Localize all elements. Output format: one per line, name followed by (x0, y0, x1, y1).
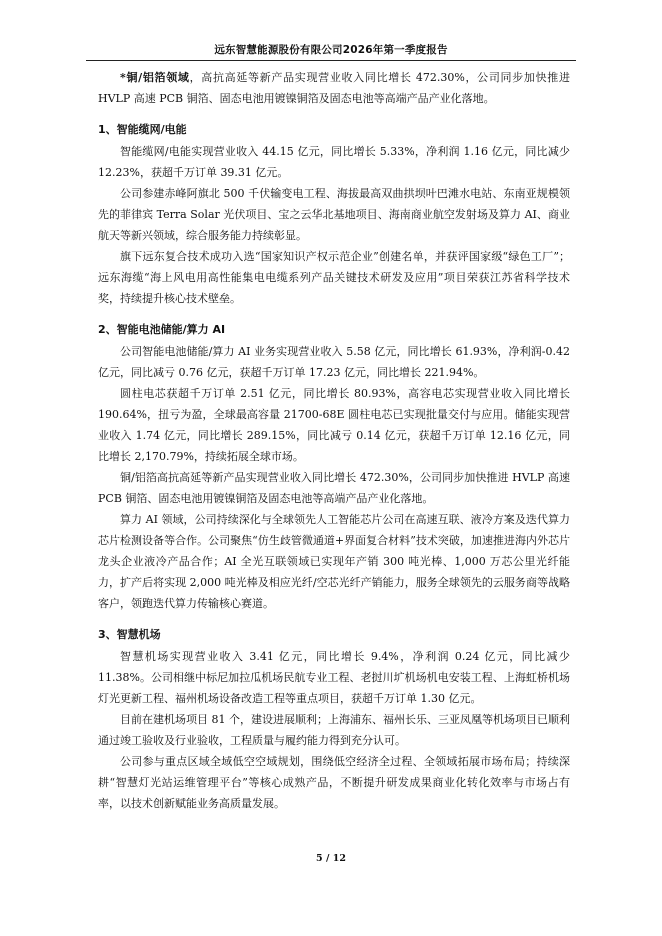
section-2-paragraph: 铜/铝箔高抗高延等新产品实现营业收入同比增长 472.30%，公司同步加快推进 HVLP 高速 PCB 铜箔、固态电池用镀镍铜箔及固态电池等高端产品产业化落地。 (98, 471, 570, 505)
section-title-1: 1、智能缆网/电能 (98, 123, 187, 136)
section-1-paragraph: 旗下远东复合技术成功入选“国家知识产权示范企业”创建名单，并获评国家级“绿色工厂”；远东海缆“海上风电用高性能集电电缆系列产品关键技术研发及应用”项目荣获江苏省科学技术奖，持续提升核心技术壁垒。 (98, 250, 570, 305)
intro-lead: *铜/铝箔领域 (120, 71, 190, 84)
section-1-paragraph: 智能缆网/电能实现营业收入 44.15 亿元，同比增长 5.33%，净利润 1.16 亿元，同比减少 12.23%，获超千万订单 39.31 亿元。 (98, 145, 570, 179)
page-number: 5 / 12 (316, 853, 346, 864)
section-2-paragraph: 公司智能电池储能/算力 AI 业务实现营业收入 5.58 亿元，同比增长 61.93%，净利润-0.42 亿元，同比减亏 0.76 亿元，获超千万订单 17.23 亿元，同比增长 221.94%。 (98, 345, 570, 379)
section-title-2: 2、智能电池储能/算力 AI (98, 323, 226, 336)
section-3-paragraph: 公司参与重点区域全域低空空域规划，围绕低空经济全过程、全领域拓展市场布局；持续深耕“智慧灯光站运维管理平台”等核心成熟产品，不断提升研发成果商业化转化效率与市场占有率，以技术创新赋能业务高质量发展。 (98, 755, 570, 810)
intro-paragraph (98, 67, 570, 109)
document-body (98, 67, 570, 814)
header-divider (86, 60, 576, 61)
section-2-paragraph: 圆柱电芯获超千万订单 2.51 亿元，同比增长 80.93%，高容电芯实现营业收入同比增长 190.64%，扭亏为盈，全球最高容量 21700-68E 圆柱电芯已实现批量交付与应用。储能实现营业收入 1.74 亿元，同比增长 289.15%，同比减亏 0.14 亿元，获超千万订单 12.16 亿元，同比增长 2,170.79%，持续拓展全球市场。 (98, 387, 570, 463)
section-3-paragraph: 目前在建机场项目 81 个，建设进展顺利；上海浦东、福州长乐、三亚凤凰等机场项目已顺利通过竣工验收及行业验收，工程质量与履约能力得到充分认可。 (98, 713, 570, 747)
section-title-3: 3、智慧机场 (98, 628, 161, 641)
section-3-paragraph: 智慧机场实现营业收入 3.41 亿元，同比增长 9.4%，净利润 0.24 亿元，同比减少 11.38%。公司相继中标尼加拉瓜机场民航专业工程、老挝川圹机场机电安装工程、上海虹桥机场灯光更新工程、福州机场设备改造工程等重点项目，获超千万订单 1.30 亿元。 (98, 650, 570, 705)
report-header-title: 远东智慧能源股份有限公司2026年第一季度报告 (214, 44, 448, 56)
section-2-paragraph: 算力 AI 领域，公司持续深化与全球领先人工智能芯片公司在高速互联、液冷方案及迭代算力芯片检测设备等合作。公司聚焦“仿生歧管微通道+界面复合材料”技术突破，加速推进海内外芯片龙头企业液冷产品合作；AI 全光互联领域已实现年产销 300 吨光棒、1,000 万芯公里光纤能力，扩产后将实现 2,000 吨光棒及相应光纤/空芯光纤产销能力，服务全球领先的云服务商等战略客户，领跑迭代算力传输核心赛道。 (98, 513, 570, 610)
intro-text: ，高抗高延等新产品实现营业收入同比增长 472.30%，公司同步加快推进 HVLP 高速 PCB 铜箔、固态电池用镀镍铜箔及固态电池等高端产品产业化落地。 (98, 71, 570, 105)
section-1-paragraph: 公司参建赤峰阿旗北 500 千伏输变电工程、海拔最高双曲拱坝叶巴滩水电站、东南亚规模领先的菲律宾 Terra Solar 光伏项目、宝之云华北基地项目、海南商业航空发射场及算力 AI、商业航天等新兴领域，综合服务能力持续彰显。 (98, 187, 570, 242)
